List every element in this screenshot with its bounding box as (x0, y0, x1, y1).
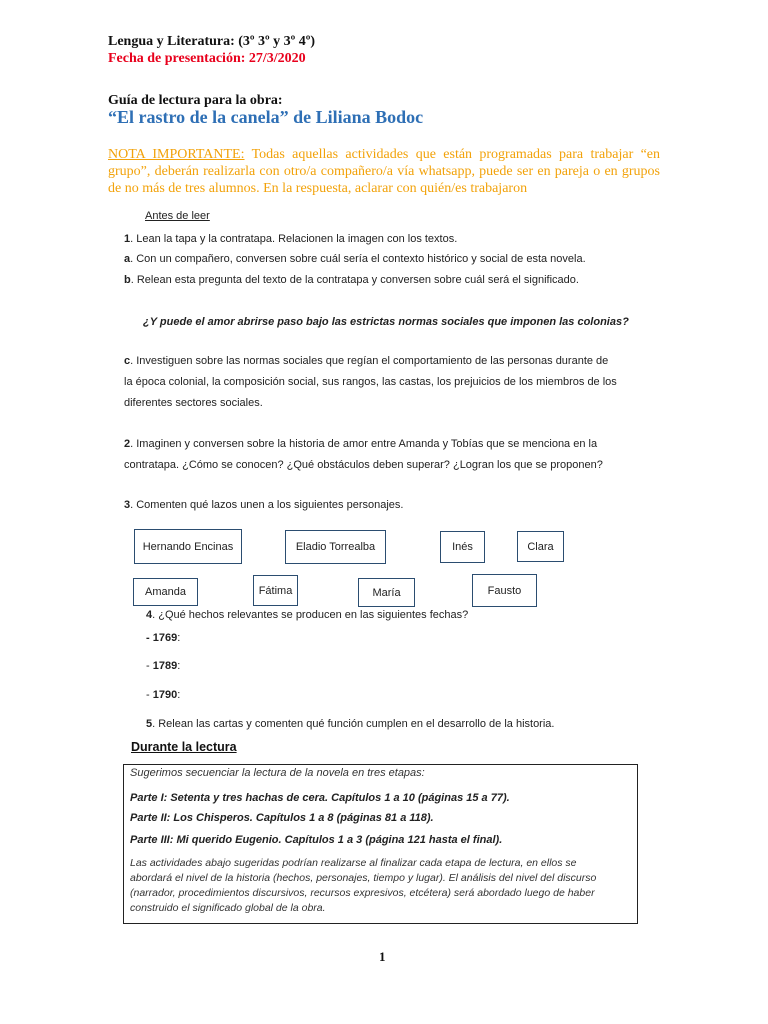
note-text: Todas aquellas actividades que están programadas para trabajar “en grupo”, deberán realizarla con otro/a compañero/a vía whatsapp, puede ser en pareja o en grupos de no más de tres alumnos. En la respuesta, aclarar con quién/es trabajaron (108, 147, 661, 196)
qa-number: a (124, 253, 131, 265)
q1-text: . Lean la tapa y la contratapa. Relacionen la imagen con los textos. (130, 233, 458, 245)
date-1769-label: - 1769 (146, 632, 178, 644)
date-1790-dash: - (146, 689, 153, 701)
qc-text-1: . Investiguen sobre las normas sociales que regían el comportamiento de las personas durante de (130, 355, 609, 367)
qc-number: c (124, 355, 131, 367)
stage-part-3: Parte III: Mi querido Eugenio. Capítulos 1 a 3 (página 121 hasta el final). (130, 834, 503, 846)
character-box-fatima: Fátima (253, 575, 298, 606)
stage-part-1: Parte I: Setenta y tres hachas de cera. Capítulos 1 a 10 (páginas 15 a 77). (130, 792, 510, 804)
character-box-hernando: Hernando Encinas (134, 529, 242, 564)
date-1789 (146, 660, 180, 672)
q4-number: 4 (146, 609, 153, 621)
course-header: Lengua y Literatura: (3º 3º y 3º 4º) (108, 34, 316, 49)
character-box-amanda: Amanda (133, 578, 198, 606)
important-note (108, 146, 660, 197)
activities-para-line3: (narrador, procedimientos discursivos, recursos expresivos, etcétera) será abordado luego de haber (130, 887, 595, 899)
q1-number: 1 (124, 233, 131, 245)
q2-number: 2 (124, 438, 131, 450)
character-box-eladio: Eladio Torrealba (285, 530, 386, 564)
date-1769-colon: : (177, 632, 181, 644)
character-box-clara: Clara (517, 531, 564, 562)
question-a (124, 253, 586, 265)
q3-text: . Comenten qué lazos unen a los siguientes personajes. (130, 499, 404, 511)
activities-para-line4: construido el significado global de la obra. (130, 902, 326, 914)
activities-para-line1: Las actividades abajo sugeridas podrían realizarse al finalizar cada etapa de lectura, en ellos se (130, 857, 577, 869)
question-4 (146, 609, 468, 621)
date-1790-colon: : (177, 689, 181, 701)
character-box-ines: Inés (440, 531, 485, 563)
date-1789-colon: : (177, 660, 181, 672)
book-title: “El rastro de la canela” de Liliana Bodoc (108, 107, 424, 127)
qa-text: . Con un compañero, conversen sobre cuál sería el contexto histórico y social de esta novela. (130, 253, 586, 265)
section-before-heading: Antes de leer (145, 210, 210, 222)
section-during-heading: Durante la lectura (131, 740, 237, 754)
back-cover-quote: ¿Y puede el amor abrirse paso bajo las estrictas normas sociales que imponen las colonias? (143, 316, 629, 328)
question-c-line1 (124, 355, 608, 367)
page-number: 1 (379, 949, 386, 964)
question-3 (124, 499, 403, 511)
question-c-line2: la época colonial, la composición social, sus rangos, las castas, los prejuicios de los miembros de los (124, 376, 617, 388)
date-1789-label: 1789 (152, 660, 178, 672)
q5-text: . Relean las cartas y comenten qué función cumplen en el desarrollo de la historia. (152, 718, 555, 730)
q2-text-1: . Imaginen y conversen sobre la historia de amor entre Amanda y Tobías que se menciona en la (130, 438, 598, 450)
note-lead: NOTA IMPORTANTE: (108, 147, 245, 162)
question-5 (146, 718, 554, 730)
question-1 (124, 233, 457, 245)
question-b (124, 274, 579, 286)
question-2-line2: contratapa. ¿Cómo se conocen? ¿Qué obstáculos deben superar? ¿Logran los que se proponen? (124, 459, 603, 471)
date-1789-dash: - (146, 660, 153, 672)
q5-number: 5 (146, 718, 153, 730)
guide-label: Guía de lectura para la obra: (108, 93, 283, 108)
q4-text: . ¿Qué hechos relevantes se producen en las siguientes fechas? (152, 609, 469, 621)
qb-text: . Relean esta pregunta del texto de la contratapa y conversen sobre cuál será el significado. (130, 274, 579, 286)
date-1769 (146, 632, 180, 644)
qb-number: b (124, 274, 131, 286)
question-2-line1 (124, 438, 597, 450)
activities-para-line2: abordará el nivel de la historia (hechos, personajes, tiempo y lugar). El análisis del nivel del discurso (130, 872, 597, 884)
date-1790-label: 1790 (152, 689, 178, 701)
date-1790 (146, 689, 180, 701)
character-box-maria: María (358, 578, 415, 607)
q3-number: 3 (124, 499, 131, 511)
presentation-date: Fecha de presentación: 27/3/2020 (108, 51, 306, 66)
stage-part-2: Parte II: Los Chisperos. Capítulos 1 a 8 (páginas 81 a 118). (130, 812, 434, 824)
question-c-line3: diferentes sectores sociales. (124, 397, 263, 409)
stages-intro: Sugerimos secuenciar la lectura de la novela en tres etapas: (130, 767, 425, 779)
character-box-fausto: Fausto (472, 574, 537, 607)
